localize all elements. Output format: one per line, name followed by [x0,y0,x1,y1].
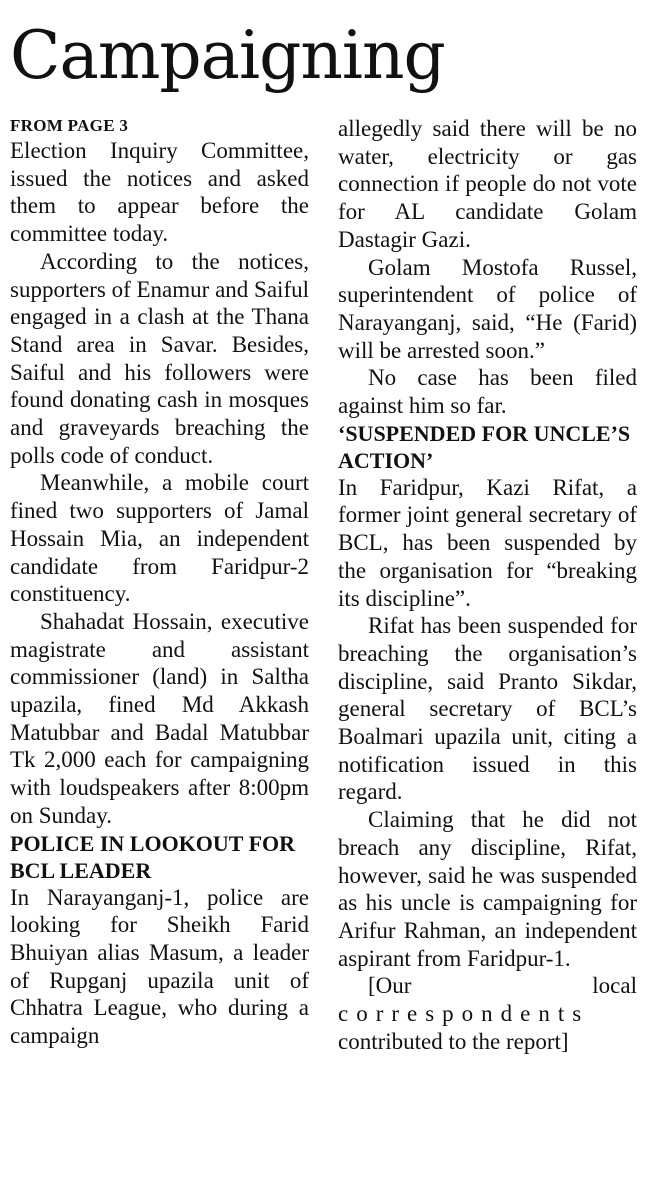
paragraph: Election Inquiry Committee, issued the notices and asked them to appear before the committee today. [10,138,309,247]
left-column [10,115,309,1050]
paragraph: In Narayanganj-1, police are looking for Sheikh Farid Bhuiyan alias Masum, a leader of Rupganj upazila unit of Chhatra League, who during a campaign [10,884,309,1049]
paragraph: Rifat has been suspended for breaching the organisation’s discipline, said Pranto Sikdar, general secretary of BCL’s Boalmari upazila unit, citing a notification issued in this regard. [338,613,637,805]
credit-line [338,972,637,1055]
subheading: POLICE IN LOOKOUT FOR BCL LEADER [10,830,296,883]
paragraph: In Faridpur, Kazi Rifat, a former joint general secretary of BCL, has been suspended by the organisation for “breaking its discipline”. [338,474,637,611]
right-column [338,115,637,1056]
paragraph: Meanwhile, a mobile court fined two supporters of Jamal Hossain Mia, an independent candidate from Faridpur-2 constituency. [10,470,309,607]
article-headline: Campaigning [10,17,445,94]
continuation-kicker: FROM PAGE 3 [10,116,129,135]
paragraph: No case has been filed against him so far. [338,365,637,419]
paragraph: According to the notices, supporters of Enamur and Saiful engaged in a clash at the Thana Stand area in Savar. Besides, Saiful and his followers were found donating cash in mosques and graveyards breaching the polls code of conduct. [10,248,309,468]
credit-text: [Our local [368,973,637,999]
paragraph: Claiming that he did not breach any discipline, Rifat, however, said he was suspended as his uncle is campaigning for Arifur Rahman, an independent aspirant from Faridpur-1. [338,807,637,971]
credit-text: correspondents [338,1001,590,1027]
credit-text: contributed to the report] [338,1028,569,1054]
paragraph: allegedly said there will be no water, electricity or gas connection if people do not vote for AL candidate Golam Dastagir Gazi. [338,116,637,252]
paragraph: Golam Mostofa Russel, superintendent of police of Narayanganj, said, “He (Farid) will be arrested soon.” [338,254,637,363]
paragraph: Shahadat Hossain, executive magistrate and assistant commissioner (land) in Saltha upazila, fined Md Akkash Matubbar and Badal Matubbar Tk 2,000 each for campaigning with loudspeakers after 8:00pm on Sunday. [10,608,309,828]
subheading: ‘SUSPENDED FOR UNCLE’S ACTION’ [338,420,631,473]
